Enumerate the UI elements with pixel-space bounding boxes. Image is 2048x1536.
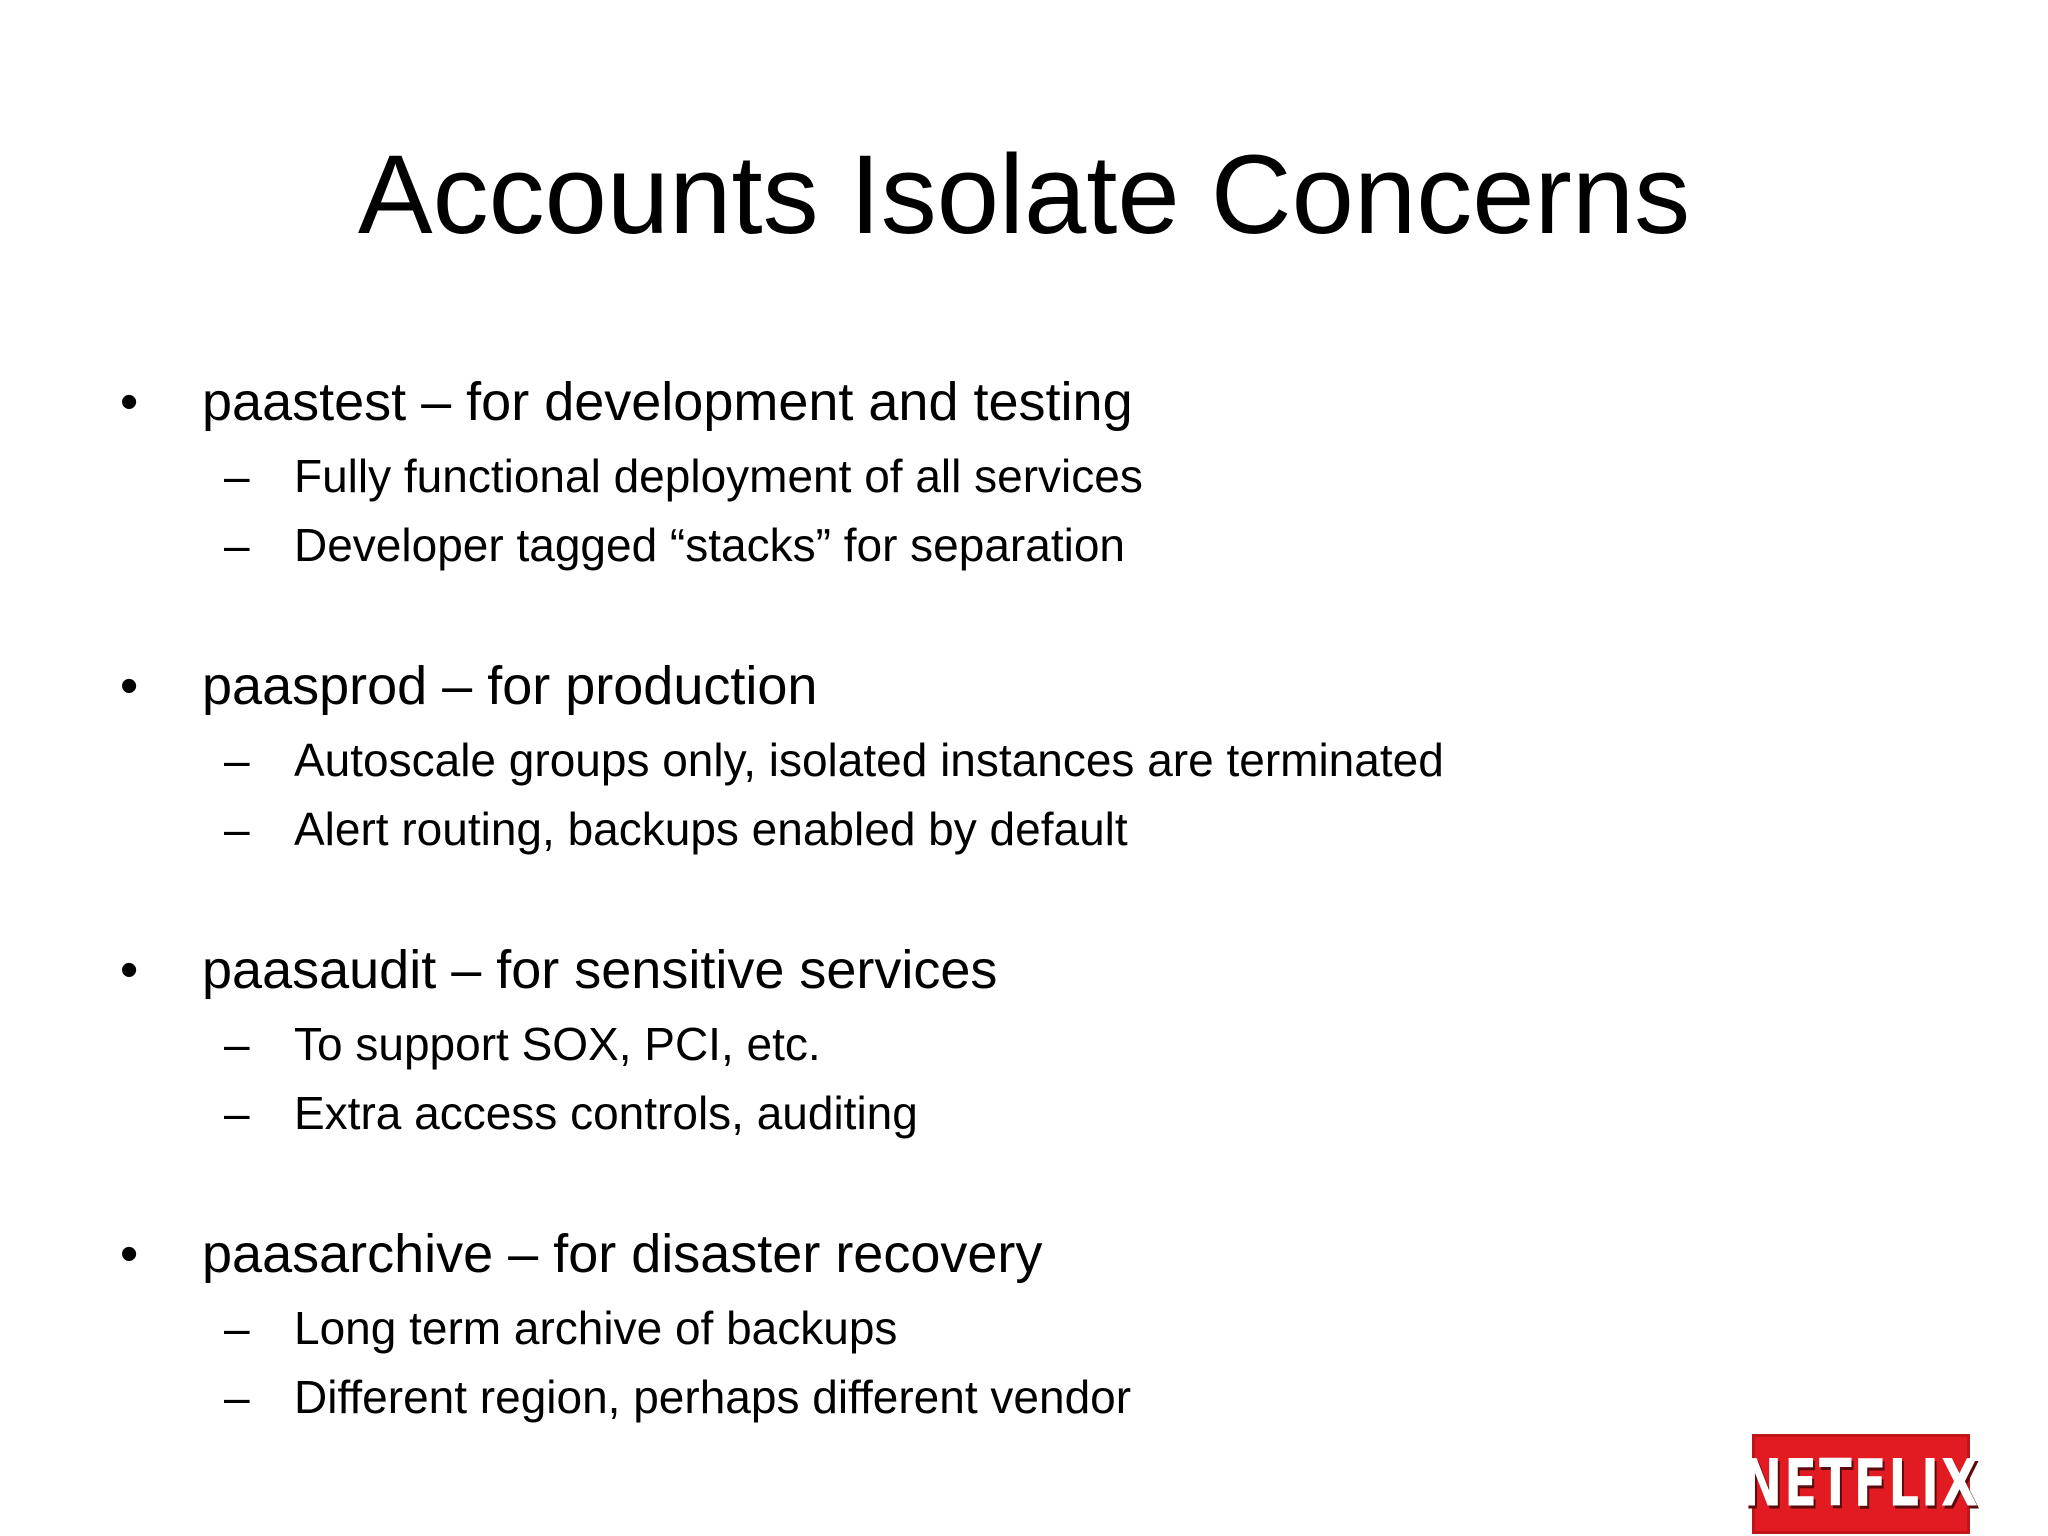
bullet-group [0, 1214, 2048, 1432]
bullet-text: paasarchive – for disaster recovery [202, 1224, 1043, 1284]
sub-bullet-item [0, 1294, 2048, 1363]
bullet-group [0, 930, 2048, 1148]
sub-bullet-dash: – [224, 519, 250, 571]
bullet-text: paastest – for development and testing [202, 372, 1133, 432]
sub-bullet-dash: – [224, 1018, 250, 1070]
bullet-item [0, 646, 2048, 726]
bullet-item [0, 930, 2048, 1010]
netflix-logo [1742, 1434, 1980, 1534]
bullet-item [0, 1214, 2048, 1294]
sub-bullet-dash: – [224, 450, 250, 502]
sub-bullet-item [0, 795, 2048, 864]
sub-bullet-item [0, 511, 2048, 580]
sub-bullet-item [0, 442, 2048, 511]
bullet-group [0, 362, 2048, 580]
sub-bullet-text: Fully functional deployment of all services [294, 450, 1143, 502]
sub-bullet-dash: – [224, 1302, 250, 1354]
sub-bullet-item [0, 726, 2048, 795]
sub-bullet-text: Autoscale groups only, isolated instances are terminated [294, 734, 1444, 786]
bullet-item [0, 362, 2048, 442]
sub-bullet-dash: – [224, 734, 250, 786]
bullet-text: paasprod – for production [202, 656, 818, 716]
sub-bullet-text: Developer tagged “stacks” for separation [294, 519, 1125, 571]
bullet-dot: • [120, 1225, 139, 1283]
sub-bullet-text: Different region, perhaps different vendor [294, 1371, 1132, 1423]
sub-bullet-item [0, 1010, 2048, 1079]
bullet-dot: • [120, 373, 139, 431]
bullet-text: paasaudit – for sensitive services [202, 940, 998, 1000]
sub-bullet-dash: – [224, 1087, 250, 1139]
bullet-group [0, 646, 2048, 864]
bullet-dot: • [120, 941, 139, 999]
netflix-logo-text: NETFLIX [1742, 1446, 1980, 1522]
bullet-dot: • [120, 657, 139, 715]
sub-bullet-text: Long term archive of backups [294, 1302, 898, 1354]
sub-bullet-text: Extra access controls, auditing [294, 1087, 918, 1139]
sub-bullet-text: To support SOX, PCI, etc. [294, 1018, 821, 1070]
slide-title: Accounts Isolate Concerns [357, 132, 1691, 257]
sub-bullet-dash: – [224, 1371, 250, 1423]
sub-bullet-dash: – [224, 803, 250, 855]
sub-bullet-item [0, 1079, 2048, 1148]
sub-bullet-text: Alert routing, backups enabled by default [294, 803, 1128, 855]
sub-bullet-item [0, 1363, 2048, 1432]
